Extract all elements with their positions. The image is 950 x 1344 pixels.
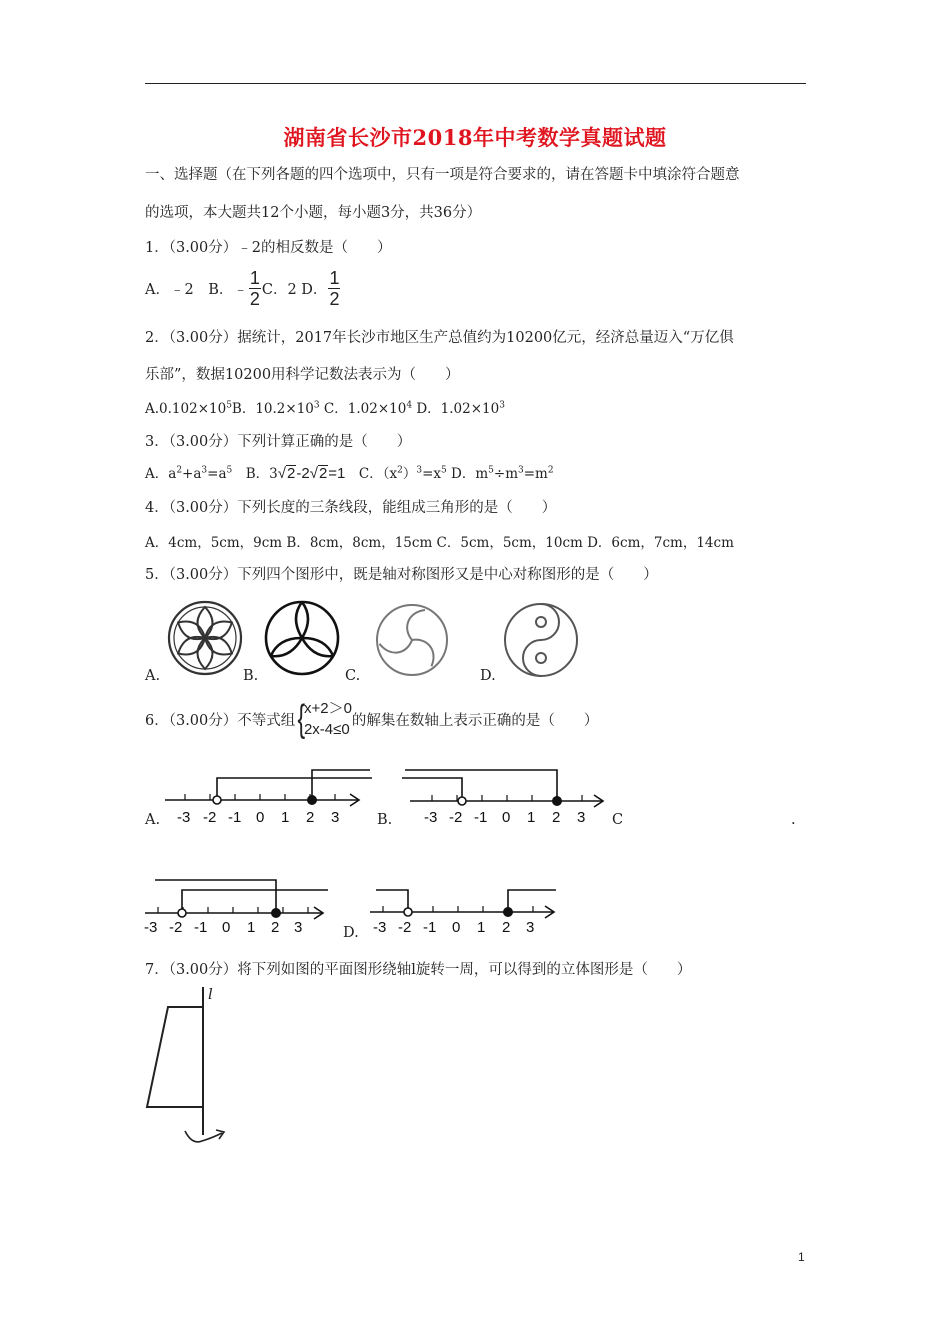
number-line-a-ticks [177, 809, 339, 826]
q6-stem-pre: 6．（3.00分）不等式组 [145, 712, 296, 729]
inequality-2: 2x-4≤0 [303, 721, 350, 738]
tick-label: 2 [552, 809, 561, 826]
frac-numerator: 1 [249, 268, 260, 288]
tick-label: 2 [306, 809, 315, 826]
q3-option-d: D．m [446, 466, 489, 482]
inequality-1: x+2＞0 [303, 700, 352, 717]
tick-label: -1 [474, 809, 488, 826]
tick-label: 3 [294, 919, 303, 936]
tick-label: -2 [203, 809, 217, 826]
q6-label-a: A. [145, 812, 161, 828]
tick-label: 2 [271, 919, 280, 936]
tick-label: -3 [424, 809, 438, 826]
q3-exp: 5 [488, 465, 494, 476]
frac-denominator: 2 [329, 289, 340, 309]
q2-stem-line1: 2．（3.00分）据统计，2017年长沙市地区生产总值约为10200亿元，经济总量迈入“万亿俱 [145, 330, 734, 346]
q1-option-c: C．2 D． [261, 282, 328, 298]
q3-exp: 3 [416, 465, 423, 476]
tick-label: -1 [194, 919, 208, 936]
q3-exp: 5 [441, 465, 447, 476]
tick-label: -3 [144, 919, 158, 936]
q3-text: =a [207, 466, 227, 482]
tick-label: 1 [477, 919, 486, 936]
q1-stem: 1．（3.00分）﹣2的相反数是（ ） [145, 240, 392, 256]
tick-label: 0 [222, 919, 231, 936]
number-line-b [402, 770, 603, 807]
brace-icon: { [297, 698, 306, 740]
q4-options: A．4cm，5cm，9cm B．8cm，8cm，15cm C．5cm，5cm，10cm D．6cm，7cm，14cm [145, 535, 734, 551]
number-line-a [165, 770, 372, 806]
section-heading-line1: 一、选择题（在下列各题的四个选项中，只有一项是符合要求的，请在答题卡中填涂符合题意 [145, 167, 740, 183]
tick-label: -2 [169, 919, 183, 936]
q3-exp: 2 [176, 465, 183, 476]
q6-label-c: C [612, 812, 624, 828]
figure-b-trefoil-icon [266, 602, 338, 674]
inequality-system [295, 698, 352, 740]
q3-text: ÷m [493, 466, 519, 482]
q5-label-b: B. [243, 668, 259, 684]
tick-label: -1 [228, 809, 242, 826]
tick-label: 0 [452, 919, 461, 936]
q6-stem-post: 的解集在数轴上表示正确的是（ ） [351, 712, 599, 729]
page-number: 1 [798, 1250, 805, 1264]
q3-text: =m [523, 466, 548, 482]
tick-label: -2 [398, 919, 412, 936]
q7-figure [140, 985, 240, 1150]
q6-number-lines [140, 760, 820, 950]
tick-label: 3 [331, 809, 340, 826]
q2-exp-d: 3 [499, 400, 505, 411]
header-rule [145, 83, 806, 84]
frac-denominator: 2 [249, 289, 260, 309]
q3-stem: 3．（3.00分）下列计算正确的是（ ） [145, 434, 412, 450]
q3-option-c: C．（x [345, 466, 398, 482]
page-title: 湖南省长沙市2018年中考数学真题试题 [283, 125, 667, 150]
tick-label: 0 [502, 809, 511, 826]
axis-label: l [208, 985, 213, 1003]
number-line-b-ticks [424, 809, 585, 826]
figure-d-yin-yang-icon [505, 604, 577, 676]
tick-label: 1 [281, 809, 290, 826]
q3-text: -2 [296, 465, 310, 482]
q5-label-d: D. [480, 668, 496, 684]
tick-label: 1 [527, 809, 536, 826]
q2-option-b: B．10.2×10 [231, 401, 314, 417]
q3-exp: 3 [201, 465, 208, 476]
q3-option-a: A．a [145, 466, 177, 482]
q3-exp: 2 [397, 465, 403, 476]
q7-stem: 7．（3.00分）将下列如图的平面图形绕轴l旋转一周，可以得到的立体图形是（ ） [145, 962, 692, 978]
q1-options [145, 269, 341, 308]
q5-label-a: A. [145, 668, 161, 684]
figure-a-flower-icon [169, 602, 241, 674]
q1-option-b-sign: ﹣ [233, 282, 248, 298]
q2-exp-a: 5 [226, 400, 232, 411]
number-line-d [370, 890, 556, 918]
q4-stem: 4．（3.00分）下列长度的三条线段，能组成三角形的是（ ） [145, 500, 557, 516]
q2-stem-line2: 乐部”，数据10200用科学记数法表示为（ ） [145, 367, 460, 383]
q3-exp: 3 [518, 465, 524, 476]
trapezoid-shape [147, 1007, 203, 1107]
number-line-c [145, 880, 328, 919]
number-line-d-ticks [373, 919, 534, 936]
q3-option-b: B．3 [232, 466, 278, 482]
q3-text: +a [182, 466, 202, 482]
tick-label: -1 [423, 919, 437, 936]
tick-label: -3 [177, 809, 191, 826]
tick-label: 3 [577, 809, 586, 826]
q6-stem [145, 698, 598, 740]
q3-options: A．$a^2+a^3=a^5$ B．3√2-2√2=1 C．$(x^2)^3=x^5$ D．$m^5\div m^3=m^2$ [145, 465, 554, 482]
q3-exp: 2 [547, 465, 554, 476]
q2-option-a: A.0.102×10 [145, 401, 227, 417]
q2-option-c: C．1.02×10 [319, 401, 407, 417]
q1-option-d-fraction [328, 269, 340, 308]
tick-label: 1 [247, 919, 256, 936]
q3-radicand: 2 [318, 465, 328, 482]
q6-label-d: D. [343, 925, 359, 941]
q5-stem: 5．（3.00分）下列四个图形中，既是轴对称图形又是中心对称图形的是（ ） [145, 567, 658, 583]
q3-exp: 5 [226, 465, 233, 476]
q3-text: =1 [328, 465, 346, 482]
q3-text: ） [402, 466, 417, 482]
q6-label-b: B. [377, 812, 393, 828]
section-heading-line2: 的选项，本大题共12个小题，每小题3分，共36分） [145, 205, 482, 221]
q2-exp-b: 3 [313, 400, 320, 411]
frac-numerator: 1 [329, 268, 340, 288]
q2-option-d: D．1.02×10 [412, 401, 500, 417]
tick-label: -3 [373, 919, 387, 936]
q2-exp-c: 4 [406, 400, 413, 411]
q6-label-dot: . [791, 812, 796, 828]
q2-options [145, 397, 505, 417]
q5-label-c: C. [345, 668, 361, 684]
figure-c-swirl-icon [377, 605, 447, 675]
tick-label: 2 [502, 919, 511, 936]
tick-label: 0 [256, 809, 265, 826]
number-line-c-ticks [144, 919, 302, 936]
q1-option-b-fraction [249, 269, 261, 308]
q1-option-a: A．﹣2 B． [145, 282, 234, 298]
tick-label: -2 [449, 809, 463, 826]
q3-radicand: 2 [287, 465, 296, 482]
tick-label: 3 [526, 919, 535, 936]
q3-text: =x [422, 466, 441, 482]
